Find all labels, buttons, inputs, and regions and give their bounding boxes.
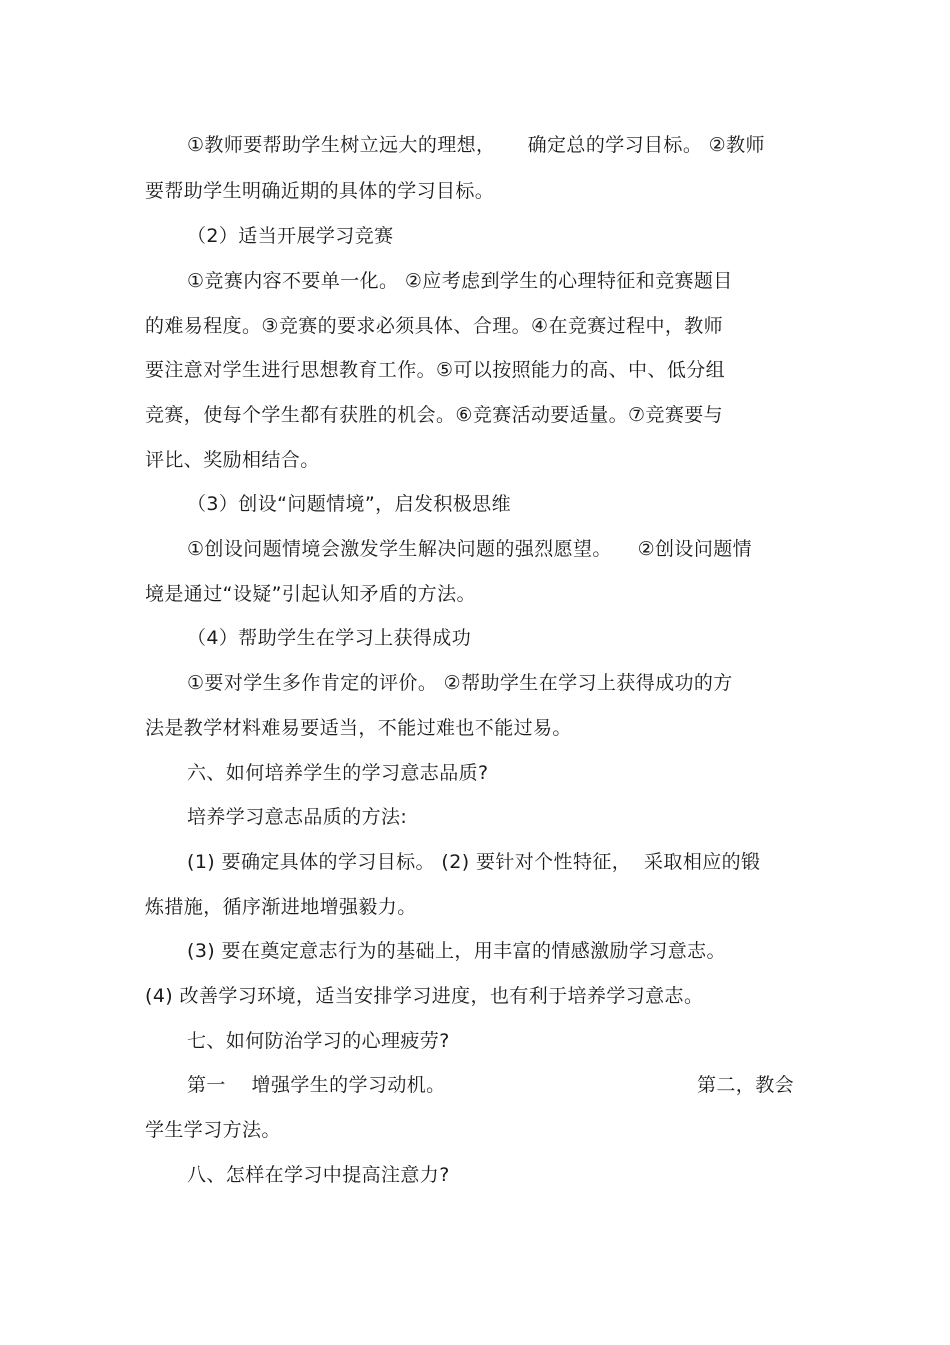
paragraph-line: ①教师要帮助学生树立远大的理想， 确定总的学习目标。 ②教师 <box>187 134 765 156</box>
paragraph-line: 第一 增强学生的学习动机。 <box>187 1074 446 1096</box>
paragraph-line: (4) 改善学习环境，适当安排学习进度，也有利于培养学习意志。 <box>145 985 704 1007</box>
paragraph-line: 第二，教会 <box>697 1074 795 1096</box>
section-heading: （2）适当开展学习竞赛 <box>187 225 394 247</box>
paragraph-line: 竞赛，使每个学生都有获胜的机会。⑥竞赛活动要适量。⑦竞赛要与 <box>145 404 724 426</box>
paragraph-line: ①要对学生多作肯定的评价。 ②帮助学生在学习上获得成功的方 <box>187 672 733 694</box>
section-heading: （3）创设“问题情境”，启发积极思维 <box>187 493 511 515</box>
section-heading: （4）帮助学生在学习上获得成功 <box>187 627 472 649</box>
question-heading: 八、怎样在学习中提高注意力? <box>187 1164 450 1186</box>
paragraph-line: ①创设问题情境会激发学生解决问题的强烈愿望。 ②创设问题情 <box>187 538 753 560</box>
paragraph-line: (1) 要确定具体的学习目标。 (2) 要针对个性特征， 采取相应的锻 <box>187 851 761 873</box>
question-heading: 七、如何防治学习的心理疲劳? <box>187 1030 450 1052</box>
paragraph-line: 法是教学材料难易要适当，不能过难也不能过易。 <box>145 717 572 739</box>
paragraph-line: 要帮助学生明确近期的具体的学习目标。 <box>145 180 495 202</box>
paragraph-line: 培养学习意志品质的方法: <box>187 806 408 828</box>
paragraph-line: 炼措施，循序渐进地增强毅力。 <box>145 896 417 918</box>
paragraph-line: 评比、奖励相结合。 <box>145 449 320 471</box>
question-heading: 六、如何培养学生的学习意志品质? <box>187 762 489 784</box>
paragraph-line: 境是通过“设疑”引起认知矛盾的方法。 <box>145 583 476 605</box>
paragraph-line: 要注意对学生进行思想教育工作。⑤可以按照能力的高、中、低分组 <box>145 359 726 381</box>
paragraph-line: (3) 要在奠定意志行为的基础上，用丰富的情感激励学习意志。 <box>187 940 726 962</box>
paragraph-line: 学生学习方法。 <box>145 1119 281 1141</box>
paragraph-line: 的难易程度。③竞赛的要求必须具体、合理。④在竞赛过程中，教师 <box>145 315 724 337</box>
paragraph-line: ①竞赛内容不要单一化。 ②应考虑到学生的心理特征和竞赛题目 <box>187 270 733 292</box>
